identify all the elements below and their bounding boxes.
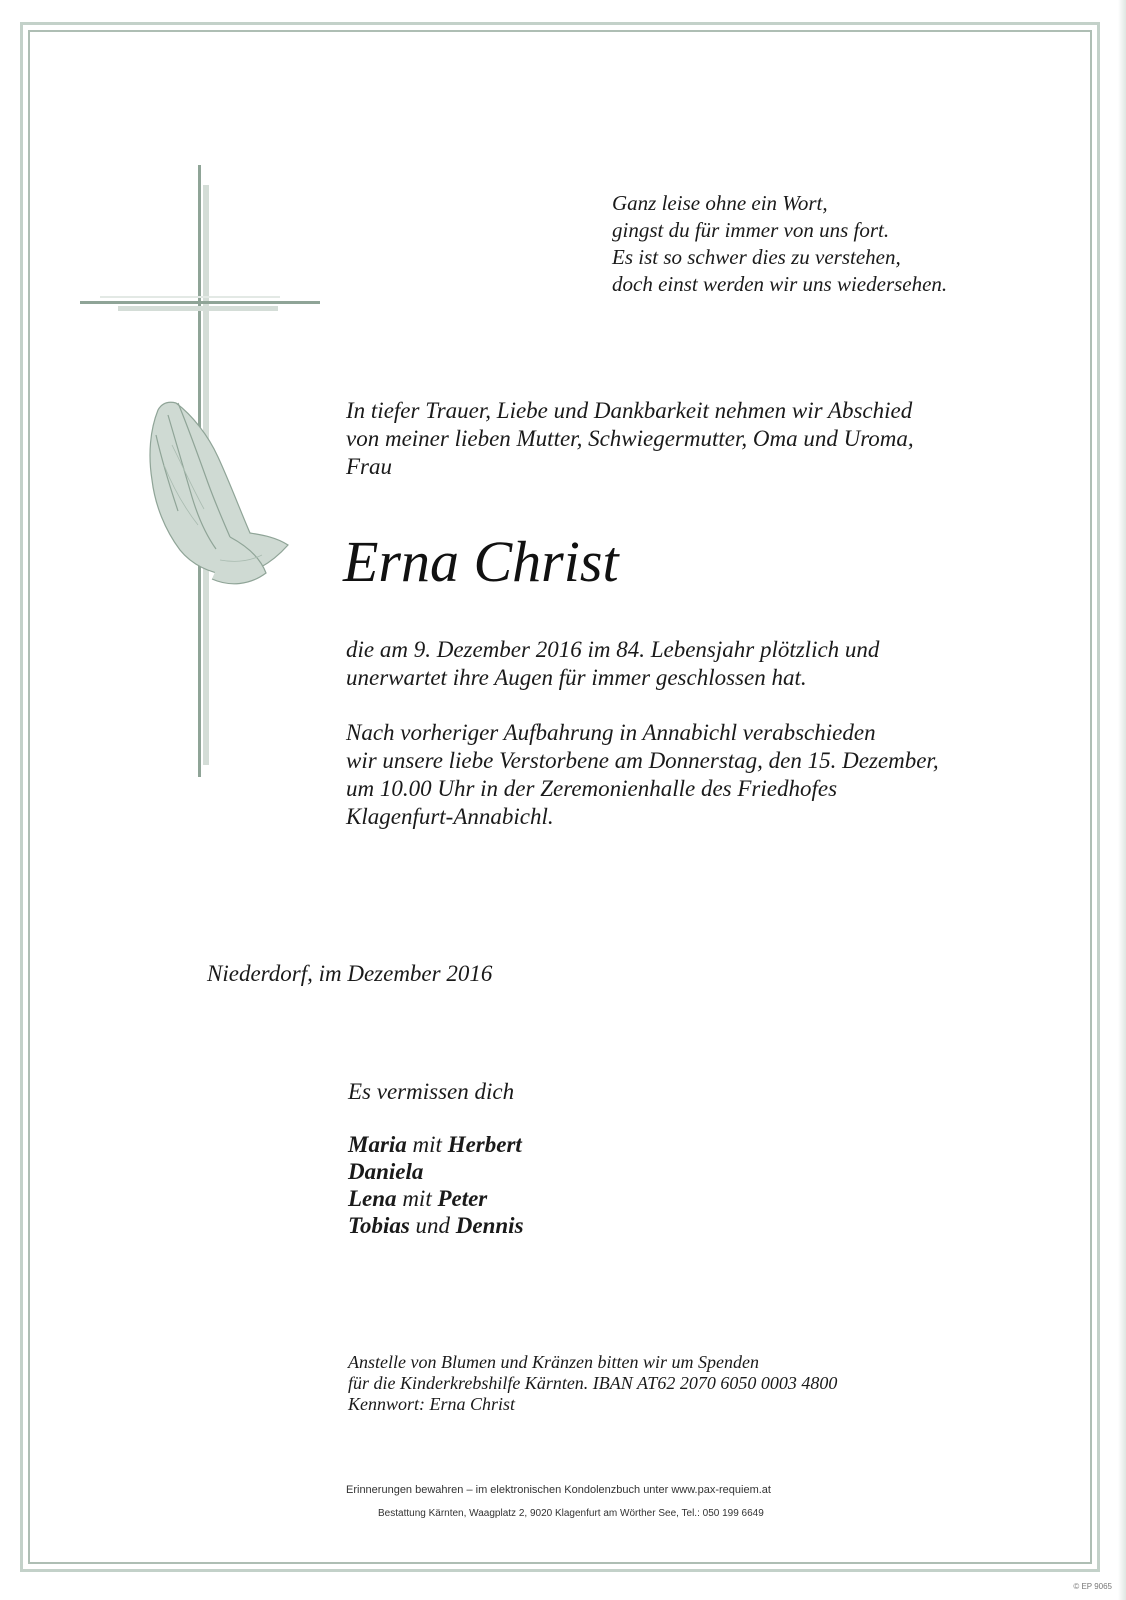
place-date: Niederdorf, im Dezember 2016 bbox=[207, 961, 493, 986]
cross-with-praying-hands-icon bbox=[80, 165, 330, 805]
mourner-row: Daniela bbox=[348, 1159, 424, 1184]
mourner-row: Tobias und Dennis bbox=[348, 1213, 524, 1238]
mourners-list bbox=[348, 1131, 524, 1239]
service-notice bbox=[346, 719, 939, 831]
undertaker-footer: Bestattung Kärnten, Waagplatz 2, 9020 Klagenfurt am Wörther See, Tel.: 050 199 6649 bbox=[378, 1508, 764, 1519]
service-line: um 10.00 Uhr in der Zeremonienhalle des Friedhofes bbox=[346, 776, 838, 801]
intro-line: In tiefer Trauer, Liebe und Dankbarkeit nehmen wir Abschied bbox=[346, 398, 913, 423]
donation-request bbox=[348, 1352, 837, 1415]
poem-line: gingst du für immer von uns fort. bbox=[612, 218, 890, 242]
poem bbox=[612, 190, 947, 298]
service-line: Nach vorheriger Aufbahrung in Annabichl verabschieden bbox=[346, 720, 876, 745]
mourner-row: Maria mit Herbert bbox=[348, 1132, 522, 1157]
scan-edge bbox=[1118, 0, 1126, 1600]
poem-line: Ganz leise ohne ein Wort, bbox=[612, 191, 828, 215]
death-notice bbox=[346, 636, 879, 692]
donation-line: für die Kinderkrebshilfe Kärnten. IBAN AT62 2070 6050 0003 4800 bbox=[348, 1373, 838, 1393]
intro-line: von meiner lieben Mutter, Schwiegermutter, Oma und Uroma, bbox=[346, 426, 914, 451]
deceased-name: Erna Christ bbox=[343, 529, 619, 594]
death-line: die am 9. Dezember 2016 im 84. Lebensjahr plötzlich und bbox=[346, 637, 880, 662]
mourner-row: Lena mit Peter bbox=[348, 1186, 488, 1211]
service-line: wir unsere liebe Verstorbene am Donnerstag, den 15. Dezember, bbox=[346, 748, 939, 773]
service-line: Klagenfurt-Annabichl. bbox=[346, 804, 554, 829]
poem-line: doch einst werden wir uns wiedersehen. bbox=[612, 272, 948, 296]
donation-line: Anstelle von Blumen und Kränzen bitten wir um Spenden bbox=[348, 1352, 759, 1372]
missed-by-heading: Es vermissen dich bbox=[348, 1079, 515, 1104]
intro-line: Frau bbox=[346, 454, 392, 479]
condolence-footer: Erinnerungen bewahren – im elektronischen Kondolenzbuch unter www.pax-requiem.at bbox=[346, 1484, 771, 1496]
print-code: © EP 9065 bbox=[1073, 1582, 1112, 1591]
intro-text bbox=[346, 397, 914, 481]
poem-line: Es ist so schwer dies zu verstehen, bbox=[612, 245, 901, 269]
donation-line: Kennwort: Erna Christ bbox=[348, 1394, 516, 1414]
death-line: unerwartet ihre Augen für immer geschlossen hat. bbox=[346, 665, 807, 690]
